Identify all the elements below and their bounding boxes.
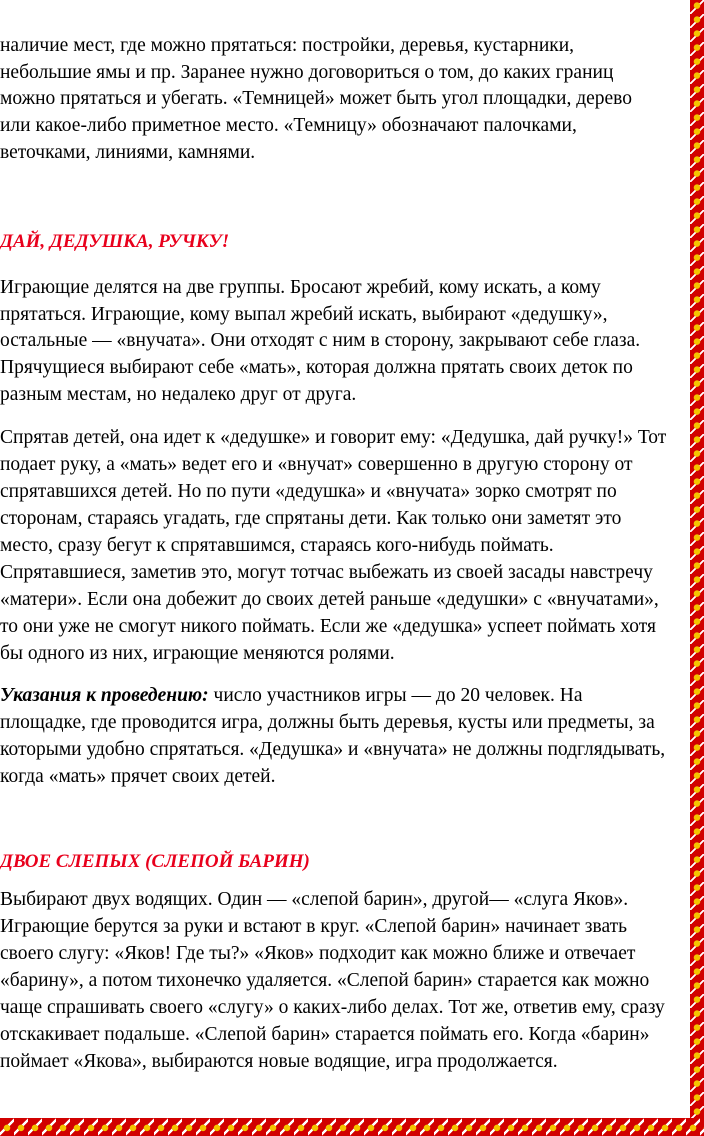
- text-line: то они уже не смогут никого поймать. Если же «дедушка» успеет поймать хотя: [0, 616, 656, 637]
- decorative-border-right: [690, 0, 704, 1136]
- text-line: своего слугу: «Яков! Где ты?» «Яков» подходит как можно ближе и отвечает: [0, 943, 636, 964]
- text-line: которыми удобно спрятаться. «Дедушка» и «внучата» не должны подглядывать,: [0, 739, 666, 760]
- text-line: небольшие ямы и пр. Заранее нужно договориться о том, до каких границ: [0, 62, 614, 83]
- text-line: отскакивает подальше. «Слепой барин» старается поймать его. Когда «барин»: [0, 1024, 650, 1045]
- text-line: остальные — «внучата». Они отходят с ним в сторону, закрывают себе глаза.: [0, 330, 641, 351]
- text-line: поймает «Якова», выбираются новые водящие, игра продолжается.: [0, 1051, 558, 1072]
- instructions-first-line: [0, 683, 582, 710]
- instructions-text: число участников игры — до 20 человек. На: [208, 685, 583, 706]
- text-line: или какое-либо приметное место. «Темницу» обозначают палочками,: [0, 115, 577, 136]
- text-line: площадке, где проводится игра, должны быть деревья, кусты или предметы, за: [0, 712, 655, 733]
- text-line: веточками, линиями, камнями.: [0, 142, 256, 163]
- text-line: разным местам, но недалеко друг от друга.: [0, 384, 357, 405]
- text-line: прятаться. Играющие, кому выпал жребий искать, выбирают «дедушку»,: [0, 304, 608, 325]
- text-line: когда «мать» прячет своих детей.: [0, 766, 276, 787]
- instructions-label: Указания к проведению:: [0, 685, 209, 706]
- text-line: «барину», а потом тихонечко удаляется. «Слепой барин» старается как можно: [0, 970, 650, 991]
- text-line: Прячущиеся выбирают себе «мать», которая должна прятать своих деток по: [0, 357, 633, 378]
- text-line: бы одного из них, играющие меняются ролями.: [0, 643, 395, 664]
- text-line: «матери». Если она добежит до своих детей раньше «дедушки» с «внучатами»,: [0, 589, 659, 610]
- section-heading-2: ДВОЕ СЛЕПЫХ (СЛЕПОЙ БАРИН): [0, 851, 310, 872]
- text-line: наличие мест, где можно прятаться: постройки, деревья, кустарники,: [0, 35, 575, 56]
- text-line: Спрятавшиеся, заметив это, могут тотчас выбежать из своей засады навстречу: [0, 562, 653, 583]
- text-line: сторонам, стараясь угадать, где спрятаны дети. Как только они заметят это: [0, 508, 622, 529]
- text-line: Играющие делятся на две группы. Бросают жребий, кому искать, а кому: [0, 277, 601, 298]
- text-line: можно прятаться и убегать. «Темницей» может быть угол площадки, дерево: [0, 88, 633, 109]
- decorative-border-bottom: [0, 1118, 704, 1136]
- text-line: подает руку, а «мать» ведет его и «внучат» совершенно в другую сторону от: [0, 454, 633, 475]
- text-line: спрятавшихся детей. Но по пути «дедушка» и «внучата» зорко смотрят по: [0, 481, 617, 502]
- text-line: Играющие берутся за руки и встают в круг. «Слепой барин» начинает звать: [0, 916, 628, 937]
- text-line: Выбирают двух водящих. Один — «слепой барин», другой— «слуга Яков».: [0, 889, 629, 910]
- text-line: Спрятав детей, она идет к «дедушке» и говорит ему: «Дедушка, дай ручку!» Тот: [0, 427, 667, 448]
- section-heading-1: ДАЙ, ДЕДУШКА, РУЧКУ!: [0, 231, 230, 252]
- text-line: чаще спрашивать своего «слугу» о каких-либо делах. Тот же, ответив ему, сразу: [0, 997, 665, 1018]
- text-line: место, сразу бегут к спрятавшимся, стараясь кого-нибудь поймать.: [0, 535, 554, 556]
